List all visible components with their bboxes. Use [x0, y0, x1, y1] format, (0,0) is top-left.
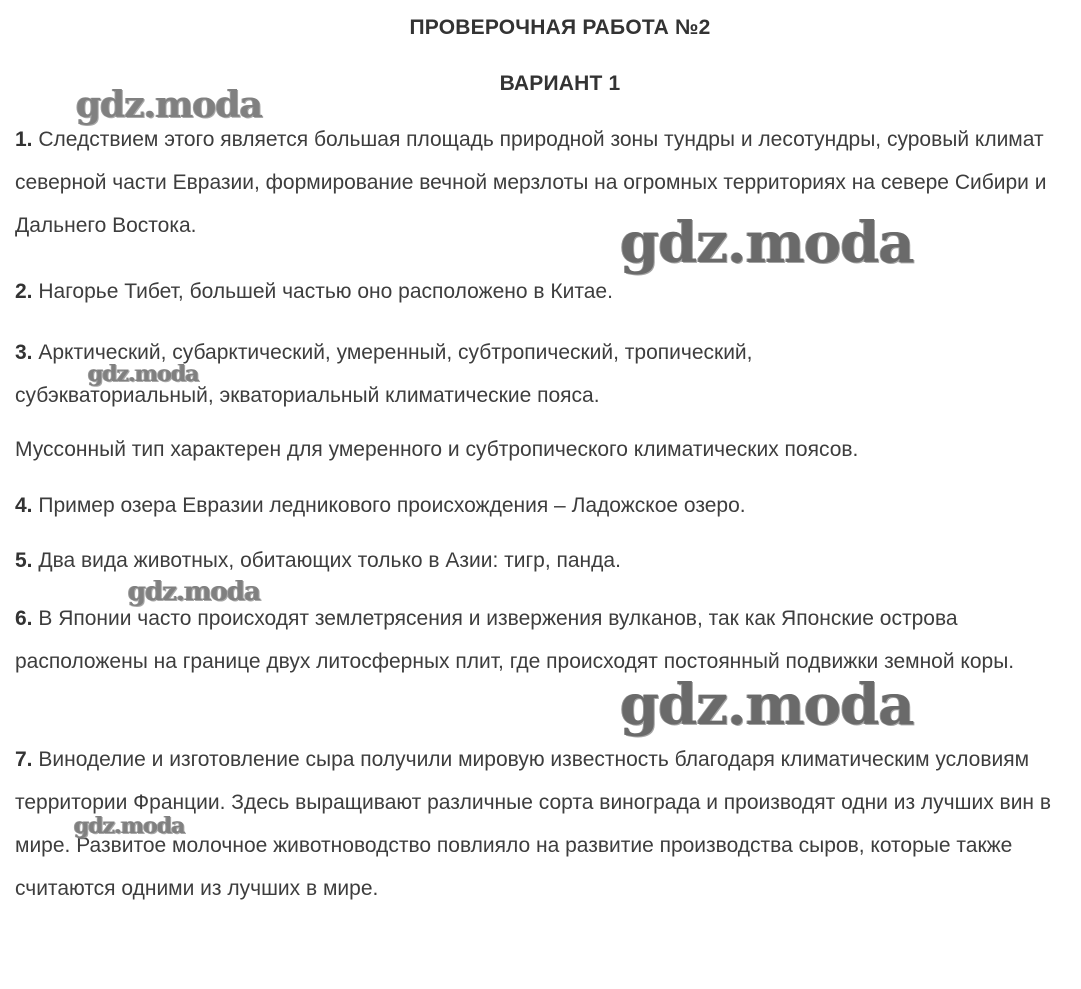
answer-text: Арктический, субарктический, умеренный, субтропический, тропический, субэкваториальный, экваториальный климатические пояса. — [15, 341, 753, 407]
answer-6 — [15, 597, 1075, 683]
answer-number: 2. — [15, 280, 33, 303]
answer-text: Нагорье Тибет, большей частью оно расположено в Китае. — [38, 280, 613, 303]
watermark-logo: gdz.moda — [88, 361, 199, 387]
answer-5 — [15, 539, 1075, 582]
answer-text: Пример озера Евразии ледникового происхождения – Ладожское озеро. — [38, 494, 746, 517]
answer-number: 5. — [15, 549, 33, 572]
answer-1 — [15, 118, 1075, 247]
answer-text: В Японии часто происходят землетрясения и извержения вулканов, так как Японские острова расположены на границе двух литосферных плит, где происходят постоянный подвижки земной коры. — [15, 607, 1015, 673]
watermark-logo: gdz.moda — [74, 813, 185, 839]
answer-text: Следствием этого является большая площадь природной зоны тундры и лесотундры, суровый климат северной части Евразии, формирование вечной мерзлоты на огромных территориях на севере Сибири и Дальнего Востока. — [15, 128, 1047, 237]
answer-text: Два вида животных, обитающих только в Азии: тигр, панда. — [38, 549, 621, 572]
answer-text: Муссонный тип характерен для умеренного и субтропического климатических поясов. — [15, 438, 859, 461]
answer-number: 7. — [15, 748, 33, 771]
watermark-logo: gdz.moda — [128, 577, 261, 607]
answer-3 — [15, 331, 915, 417]
answer-number: 3. — [15, 341, 33, 364]
answer-text: Виноделие и изготовление сыра получили мировую известность благодаря климатическим условиям территории Франции. Здесь выращивают различные сорта винограда и производят одни из лучших вин в мире. Развитое молочное животноводство повлияло на развитие производства сыров, которые также считаются одними из лучших в мире. — [15, 748, 1052, 900]
answer-number: 4. — [15, 494, 33, 517]
watermark-logo: gdz.moda — [620, 672, 914, 738]
watermark-logo: gdz.moda — [76, 84, 262, 126]
page-title: ПРОВЕРОЧНАЯ РАБОТА №2 — [409, 16, 711, 39]
answer-4 — [15, 484, 1075, 527]
answer-7 — [15, 738, 1075, 910]
answer-3-extra — [15, 428, 1075, 471]
watermark-logo: gdz.moda — [620, 210, 914, 276]
variant-heading: ВАРИАНТ 1 — [499, 72, 621, 95]
answer-2 — [15, 270, 1075, 313]
answer-number: 1. — [15, 128, 33, 151]
answer-number: 6. — [15, 607, 33, 630]
